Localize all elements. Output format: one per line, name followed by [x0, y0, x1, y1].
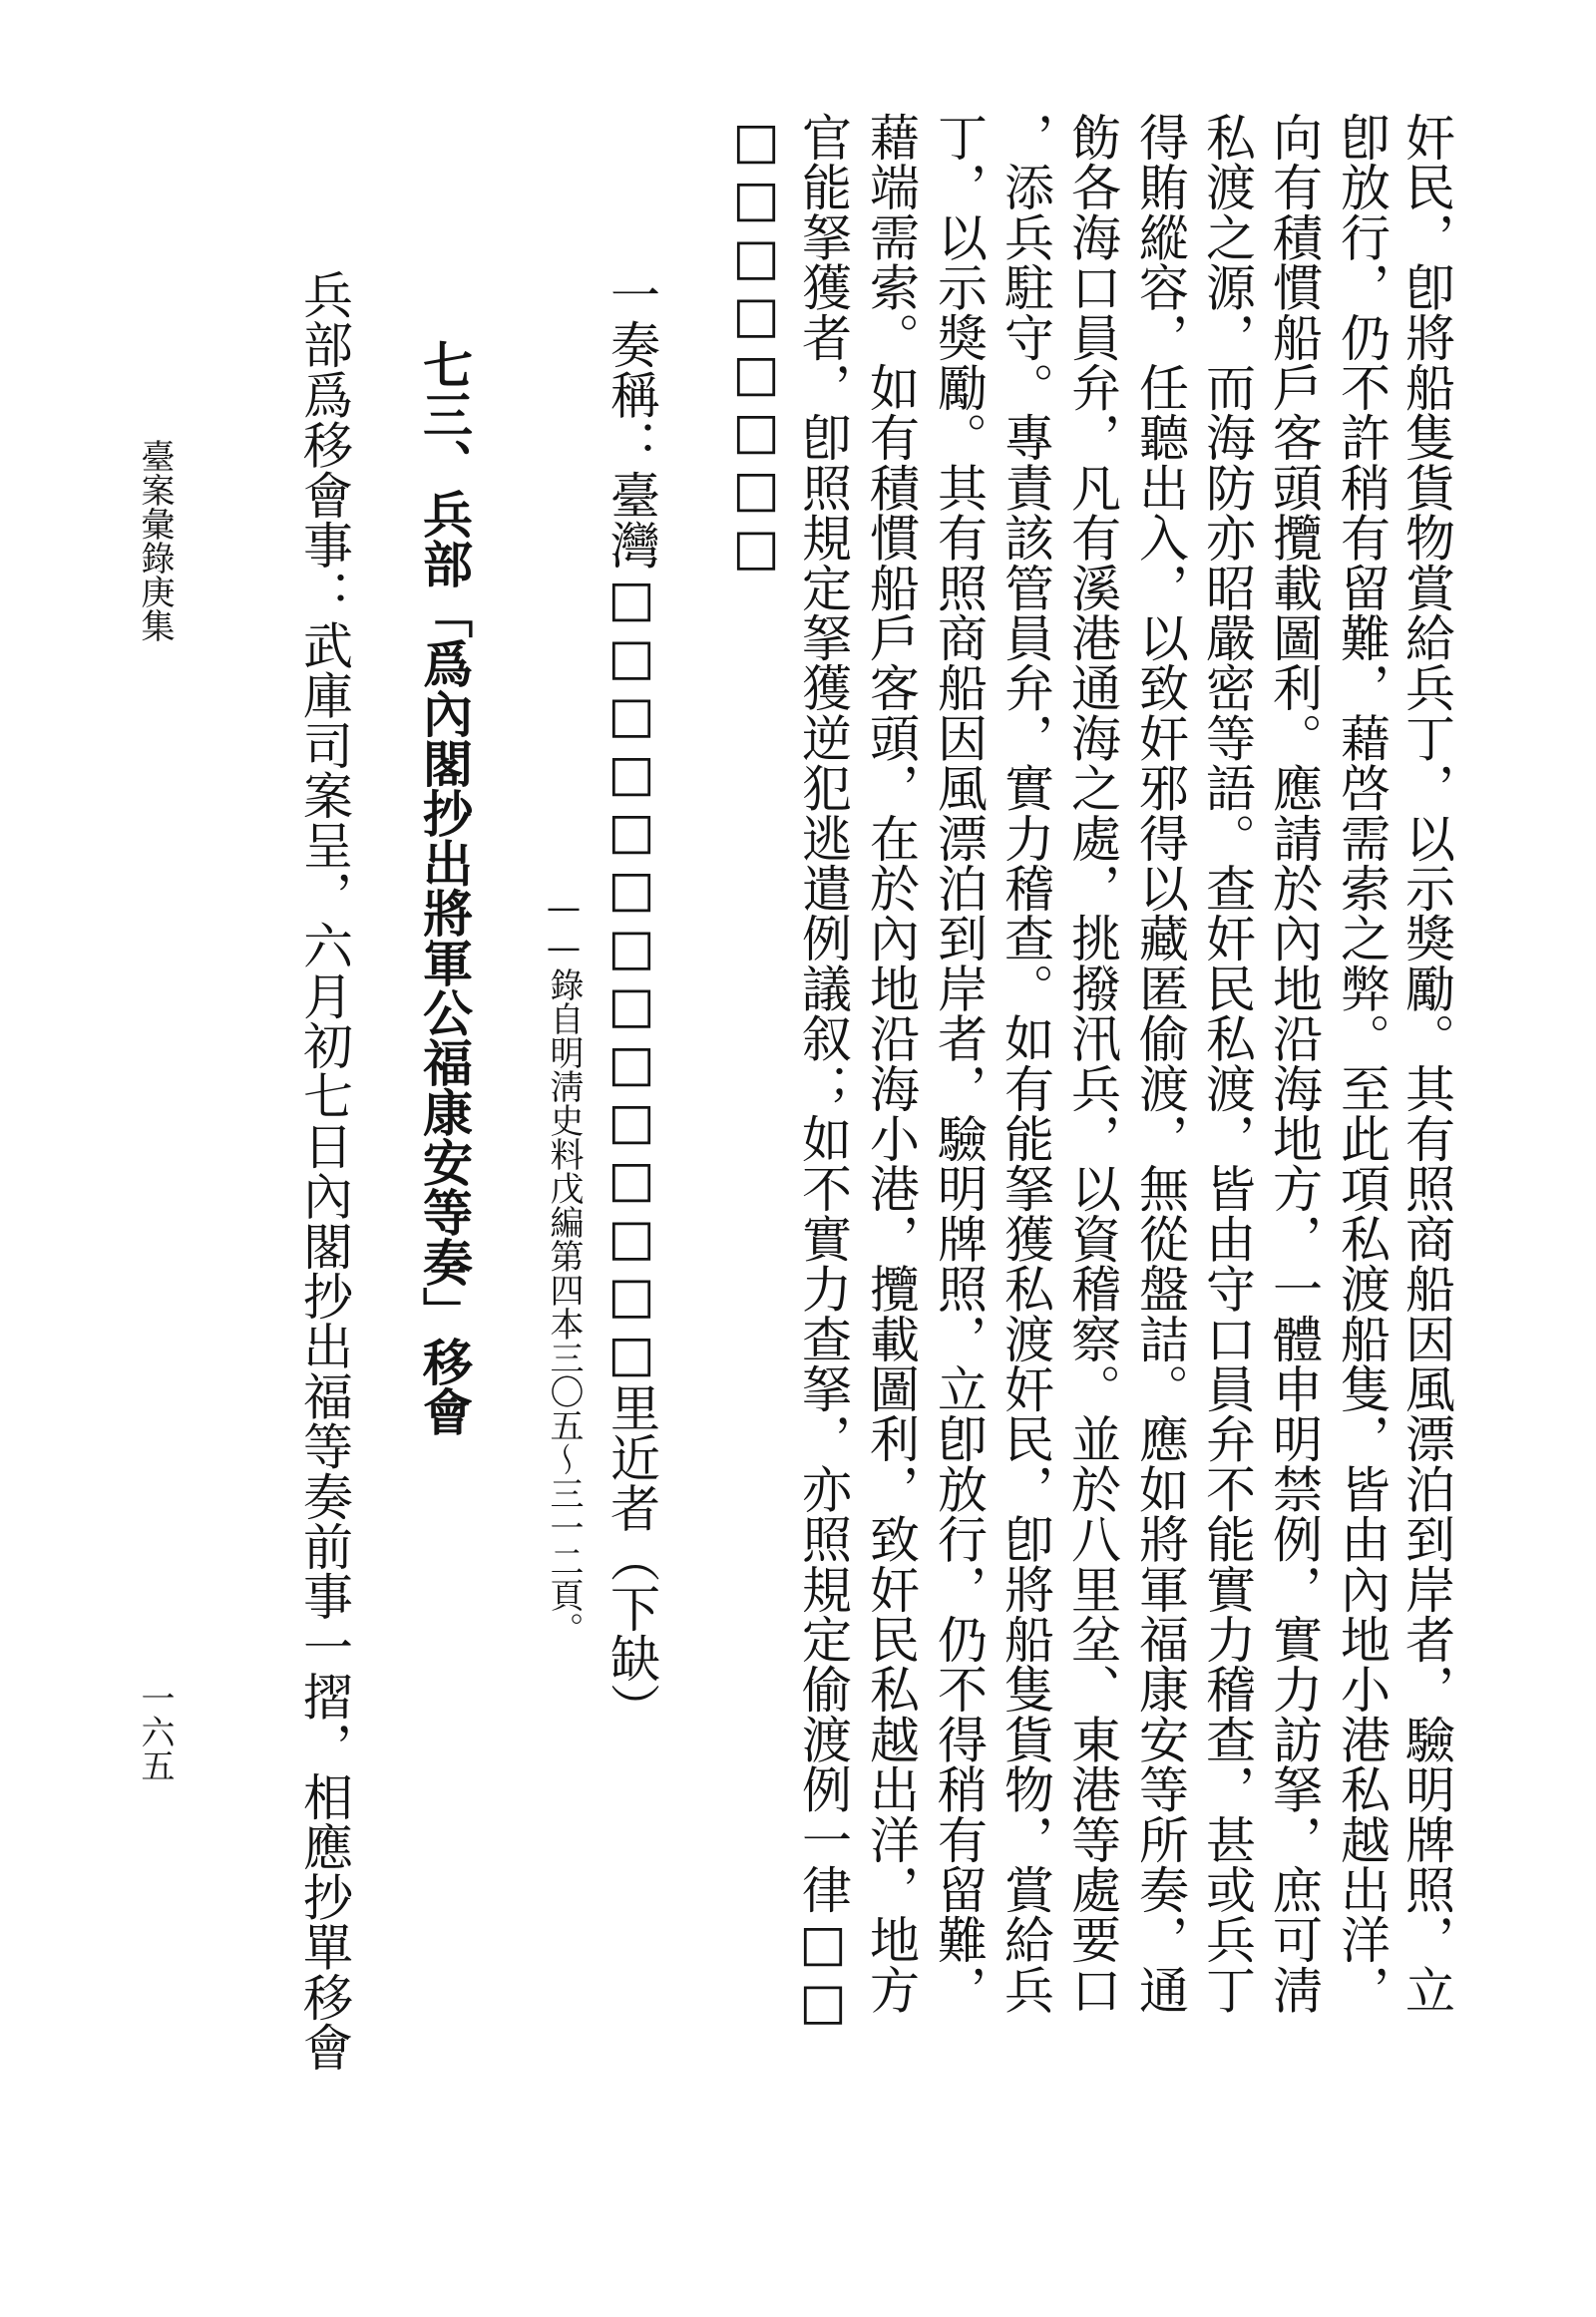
passage-line: □□□□□□□□: [727, 112, 785, 577]
passage-line: 得賄縱容，任聽出入，以致奸邪得以藏匿偷渡，無從盤詰。應如將軍福康安等所奏，通: [1131, 112, 1189, 2015]
page-number: 一六五: [135, 1681, 175, 1782]
second-memorial-line: 一奏稱：臺灣□□□□□□□□□□□□□□里近者（下缺）: [602, 269, 660, 1734]
passage-line: 私渡之源，而海防亦昭嚴密等語。查奸民私渡，皆由守口員弁不能實力稽查，甚或兵丁: [1198, 112, 1256, 2015]
passage-line: 官能拏獲者，卽照規定拏獲逆犯逃遣例議叙；如不實力查拏，亦照規定偷渡例一律□□: [794, 112, 852, 2031]
section-opening-line: 兵部爲移會事：武庫司案呈，六月初七日內閣抄出福等奏前事一摺，相應抄單移會: [295, 269, 353, 2073]
passage-line: ，添兵駐守。專責該管員弁，實力稽查。如有能拏獲私渡奸民，卽將船隻貨物，賞給兵: [997, 112, 1054, 2015]
section-heading: 七三、兵部「爲內閣抄出將軍公福康安等奏」移會: [415, 339, 473, 1436]
passage-line: 藉端需索。如有積慣船戶客頭，在於內地沿海小港，攬載圖利，致奸民私越出洋，地方: [862, 112, 920, 2015]
source-note: ——錄自明淸史料戊編第四本三〇五～三一二頁。: [544, 888, 584, 1646]
passage-line: 飭各海口員弁，凡有溪港通海之處，挑撥汛兵，以資稽察。並於八里坌、東港等處要口: [1063, 112, 1121, 2015]
book-title: 臺案彙錄庚集: [135, 439, 175, 642]
passage-line: 向有積慣船戶客頭攬載圖利。應請於內地沿海地方，一體申明禁例，實力訪拏，庶可淸: [1265, 112, 1323, 2015]
passage-line: 丁，以示獎勵。其有照商船因風漂泊到岸者，驗明牌照，立卽放行，仍不得稍有留難，: [930, 112, 988, 2015]
passage-line: 卽放行，仍不許稍有留難，藉啓需索之弊。至此項私渡船隻，皆由內地小港私越出洋，: [1333, 112, 1391, 2015]
passage-line: 奸民，卽將船隻貨物賞給兵丁，以示獎勵。其有照商船因風漂泊到岸者，驗明牌照，立: [1397, 112, 1455, 2015]
